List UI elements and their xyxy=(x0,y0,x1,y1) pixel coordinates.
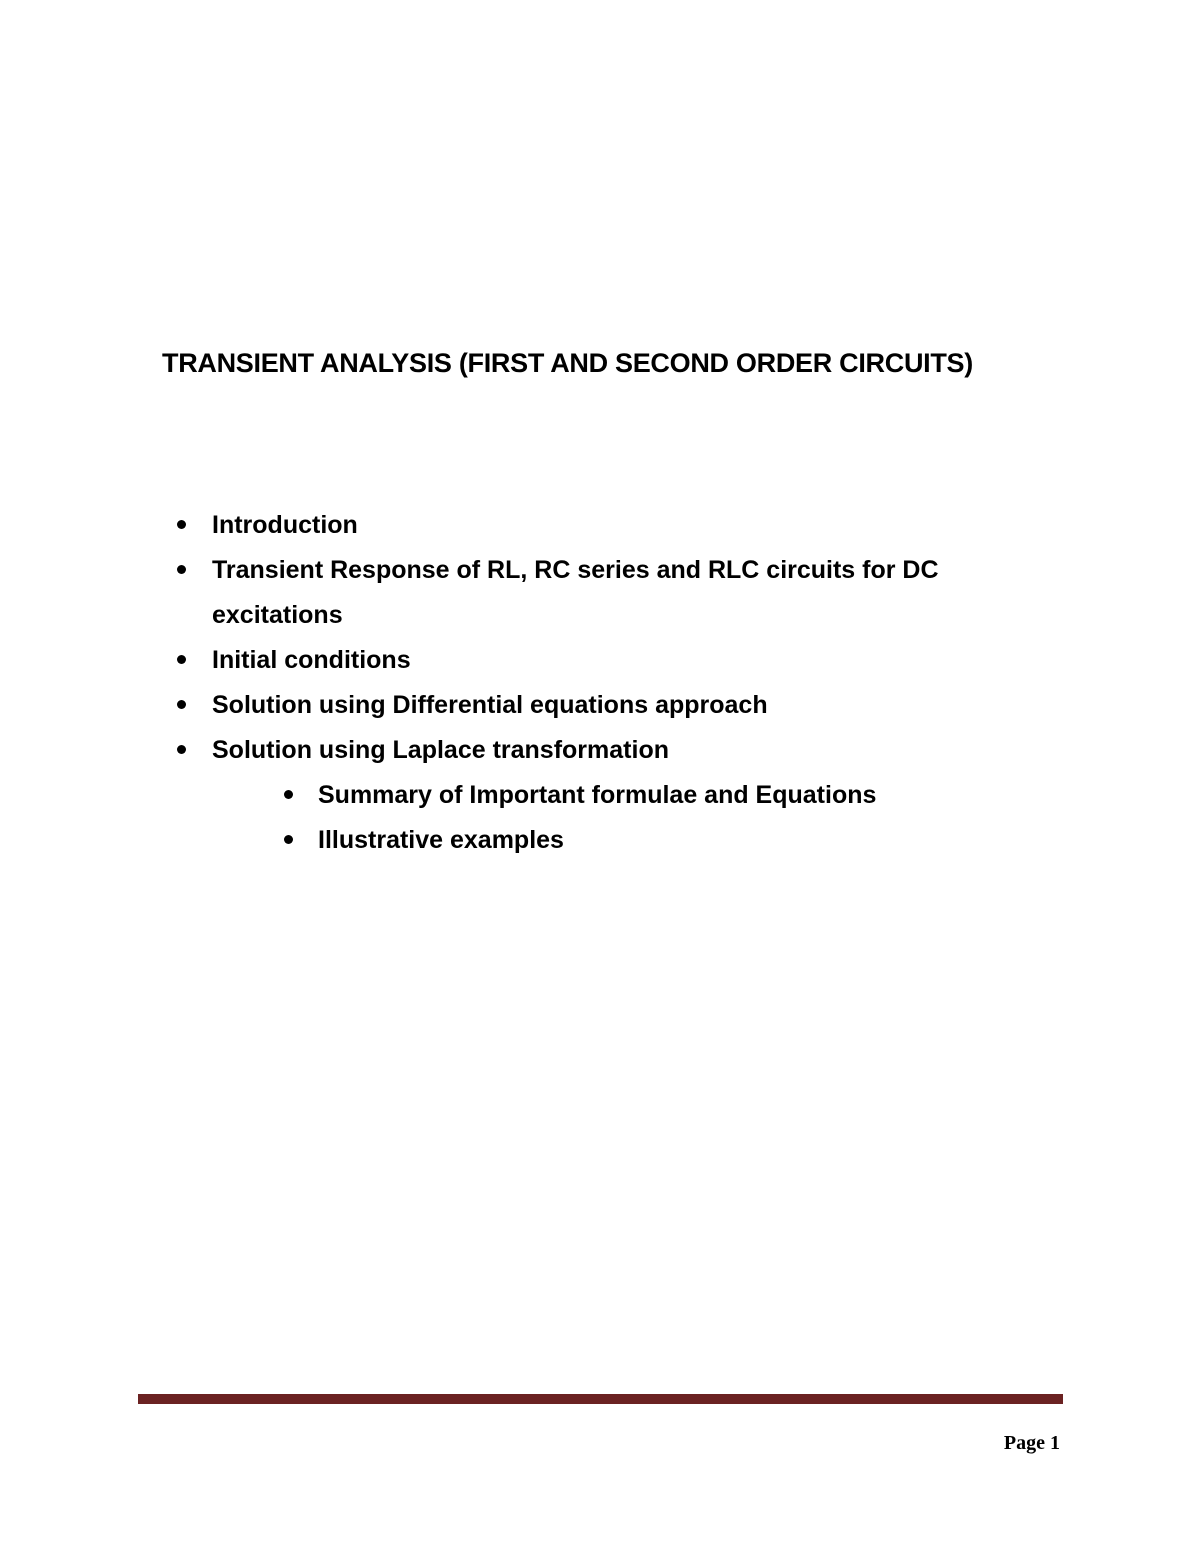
bullet-icon xyxy=(177,700,186,709)
bullet-icon xyxy=(177,565,186,574)
list-item-text: Summary of Important formulae and Equations xyxy=(318,781,877,809)
bullet-icon xyxy=(177,655,186,664)
bullet-icon xyxy=(177,520,186,529)
footer-divider xyxy=(138,1394,1063,1404)
list-item xyxy=(0,683,992,728)
list-item-text: Introduction xyxy=(212,511,358,539)
page-title: TRANSIENT ANALYSIS (FIRST AND SECOND ORDER CIRCUITS) xyxy=(162,348,973,378)
list-item-text: Illustrative examples xyxy=(318,826,564,854)
list-item xyxy=(0,503,992,548)
list-item-text: Solution using Differential equations approach xyxy=(212,691,768,719)
page-number: Page 1 xyxy=(1003,1432,1060,1454)
sub-list-item xyxy=(0,818,1018,863)
bullet-icon xyxy=(177,745,186,754)
list-item xyxy=(0,638,992,683)
list-item-text: Solution using Laplace transformation xyxy=(212,736,669,764)
list-item-text: Transient Response of RL, RC series and RLC circuits for DC excitations xyxy=(212,556,939,629)
bullet-icon xyxy=(284,790,293,799)
list-item xyxy=(0,548,992,638)
list-item-text: Initial conditions xyxy=(212,646,411,674)
topic-list xyxy=(0,503,1018,863)
list-item xyxy=(0,728,992,773)
sub-list-item xyxy=(0,773,1018,818)
bullet-icon xyxy=(284,835,293,844)
